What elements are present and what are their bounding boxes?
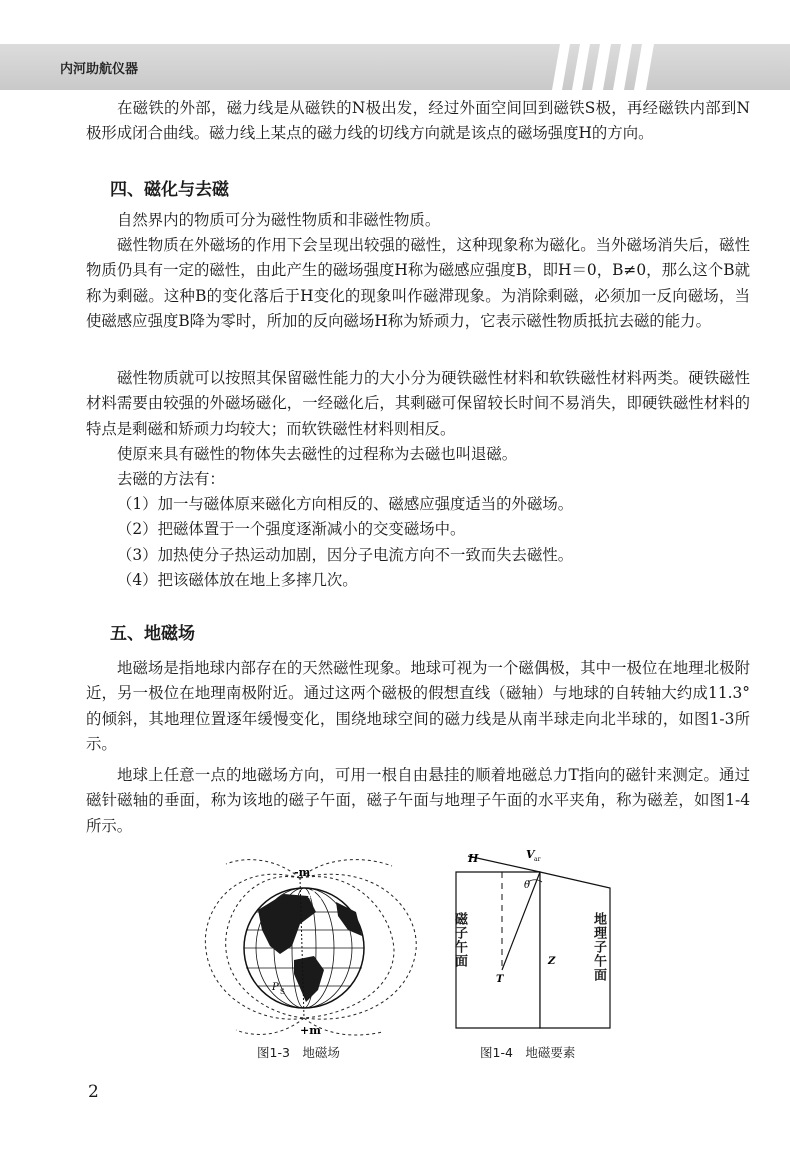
label-plus-m: +m [300, 1024, 321, 1037]
paragraph-magnetization: 磁性物质在外磁场的作用下会呈现出较强的磁性，这种现象称为磁化。当外磁场消失后，磁性物质仍具有一定的磁性，由此产生的磁场强度H称为磁感应强度B，即H＝0，B≠0，那么这个B就称为剩磁。这种B的变化落后于H变化的现象叫作磁滞现象。为消除剩磁，必须加一反向磁场，当使磁感应强度B降为零时，所加的反向磁场H称为矫顽力，它表示磁性物质抵抗去磁的能力。 [86, 236, 750, 331]
label-ps: P [272, 982, 279, 993]
label-ps-sub: S [280, 988, 285, 996]
label-geographic-meridian: 地理子午面 [591, 912, 606, 982]
label-z: Z [548, 956, 556, 967]
figure-geomagnetic-field [196, 850, 426, 1040]
section-heading-magnetization: 四、磁化与去磁 [110, 180, 229, 200]
paragraph-hard-soft-iron: 磁性物质就可以按照其保留磁性能力的大小分为硬铁磁性材料和软铁磁性材料两类。硬铁磁性材料需要由较强的外磁场磁化，一经磁化后，其剩磁可保留较长时间不易消失，即硬铁磁性材料的特点是剩磁和矫顽力均较大；而软铁磁性材料则相反。 [86, 369, 750, 438]
label-h: H [468, 852, 479, 865]
label-t: T [496, 974, 504, 985]
label-magnetic-meridian: 磁子午面 [452, 912, 467, 968]
list-item-method-1: （1）加一与磁体原来磁化方向相反的、磁感应强度适当的外磁场。 [117, 495, 574, 513]
paragraph-magnet-field-lines: 在磁铁的外部，磁力线是从磁铁的N极出发，经过外面空间回到磁铁S极，再经磁铁内部到N极形成闭合曲线。磁力线上某点的磁力线的切线方向就是该点的磁场强度H的方向。 [86, 99, 750, 143]
paragraph-demag-methods-intro: 去磁的方法有： [117, 470, 225, 488]
running-header-title: 内河助航仪器 [60, 62, 139, 77]
list-item-method-4: （4）把该磁体放在地上多摔几次。 [117, 571, 358, 589]
paragraph-geomagnetic-field: 地磁场是指地球内部存在的天然磁性现象。地球可视为一个磁偶极，其中一极位在地理北极附近，另一极位在地理南极附近。通过这两个磁极的假想直线（磁轴）与地球的自转轴大约成11.3°的倾斜，其地理位置逐年缓慢变化，围绕地球空间的磁力线是从南半球走向北半球的，如图1-3所示。 [86, 659, 750, 754]
caption-figure-1-3: 图1-3 地磁场 [257, 1045, 340, 1060]
page-number: 2 [88, 1082, 99, 1102]
paragraph-magnetic-variation: 地球上任意一点的地磁场方向，可用一根自由悬挂的顺着地磁总力T指向的磁针来测定。通过磁针磁轴的垂面，称为该地的磁子午面，磁子午面与地理子午面的水平夹角，称为磁差，如图1-4所示。 [86, 766, 750, 835]
label-theta: θ [524, 880, 531, 891]
paragraph-demagnetization: 使原来具有磁性的物体失去磁性的过程称为去磁也叫退磁。 [117, 445, 518, 463]
label-pn: P [308, 890, 315, 901]
label-pn-sub: N [316, 896, 323, 904]
list-item-method-2: （2）把磁体置于一个强度逐渐减小的交变磁场中。 [117, 520, 466, 538]
section-heading-geomagnetic-field: 五、地磁场 [110, 624, 195, 644]
header-stripe-decoration [548, 44, 790, 90]
label-v: V [526, 848, 535, 861]
paragraph-material-types: 自然界内的物质可分为磁性物质和非磁性物质。 [117, 211, 441, 229]
caption-figure-1-4: 图1-4 地磁要素 [480, 1045, 576, 1060]
list-item-method-3: （3）加热使分子热运动加剧，因分子电流方向不一致而失去磁性。 [117, 546, 574, 564]
label-v-sub: ar [534, 856, 541, 863]
label-minus-m: -m [294, 866, 311, 879]
